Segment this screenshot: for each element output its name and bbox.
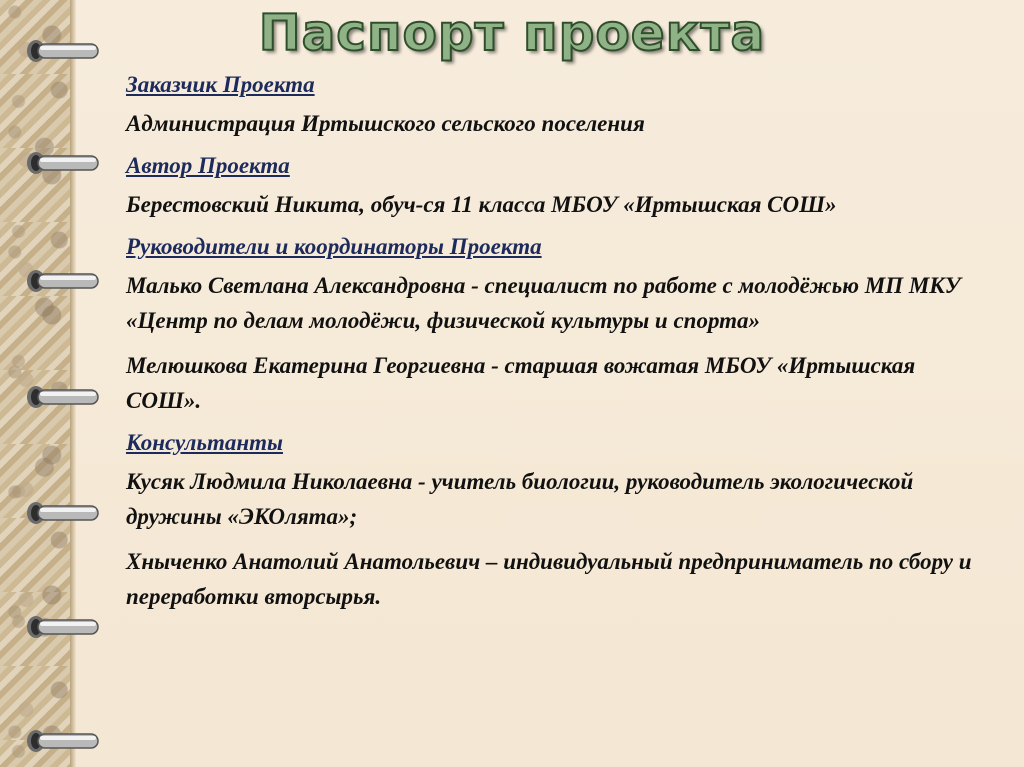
supervisor-text-1: Малько Светлана Александровна - специалист по работе с молодёжью МП МКУ «Центр по делам молодёжи, физической культуры и спорта» — [126, 273, 961, 333]
page-title: Паспорт проекта — [258, 4, 766, 62]
consultant-text-2: Хныченко Анатолий Анатольевич – индивидуальный предприниматель по сбору и переработки вторсырья. — [126, 549, 972, 609]
binder-ring-icon — [24, 268, 102, 294]
customer-text: Администрация Иртышского сельского поселения — [126, 111, 645, 136]
section-heading-consultants: Консультанты — [126, 430, 283, 455]
section-heading-author: Автор Проекта — [126, 153, 290, 178]
binder-ring-icon — [24, 500, 102, 526]
binder-ring-icon — [24, 384, 102, 410]
project-passport-content — [126, 70, 986, 614]
supervisor-text-2: Мелюшкова Екатерина Георгиевна - старшая вожатая МБОУ «Иртышская СОШ». — [126, 353, 916, 413]
author-text: Берестовский Никита, обуч-ся 11 класса МБОУ «Иртышская СОШ» — [126, 192, 837, 217]
binder-ring-icon — [24, 728, 102, 754]
binder-ring-icon — [24, 150, 102, 176]
section-heading-supervisors: Руководители и координаторы Проекта — [126, 234, 542, 259]
binder-ring-icon — [24, 614, 102, 640]
section-heading-customer: Заказчик Проекта — [126, 72, 315, 97]
consultant-text-1: Кусяк Людмила Николаевна - учитель биологии, руководитель экологической дружины «ЭКОлята»; — [126, 469, 914, 529]
